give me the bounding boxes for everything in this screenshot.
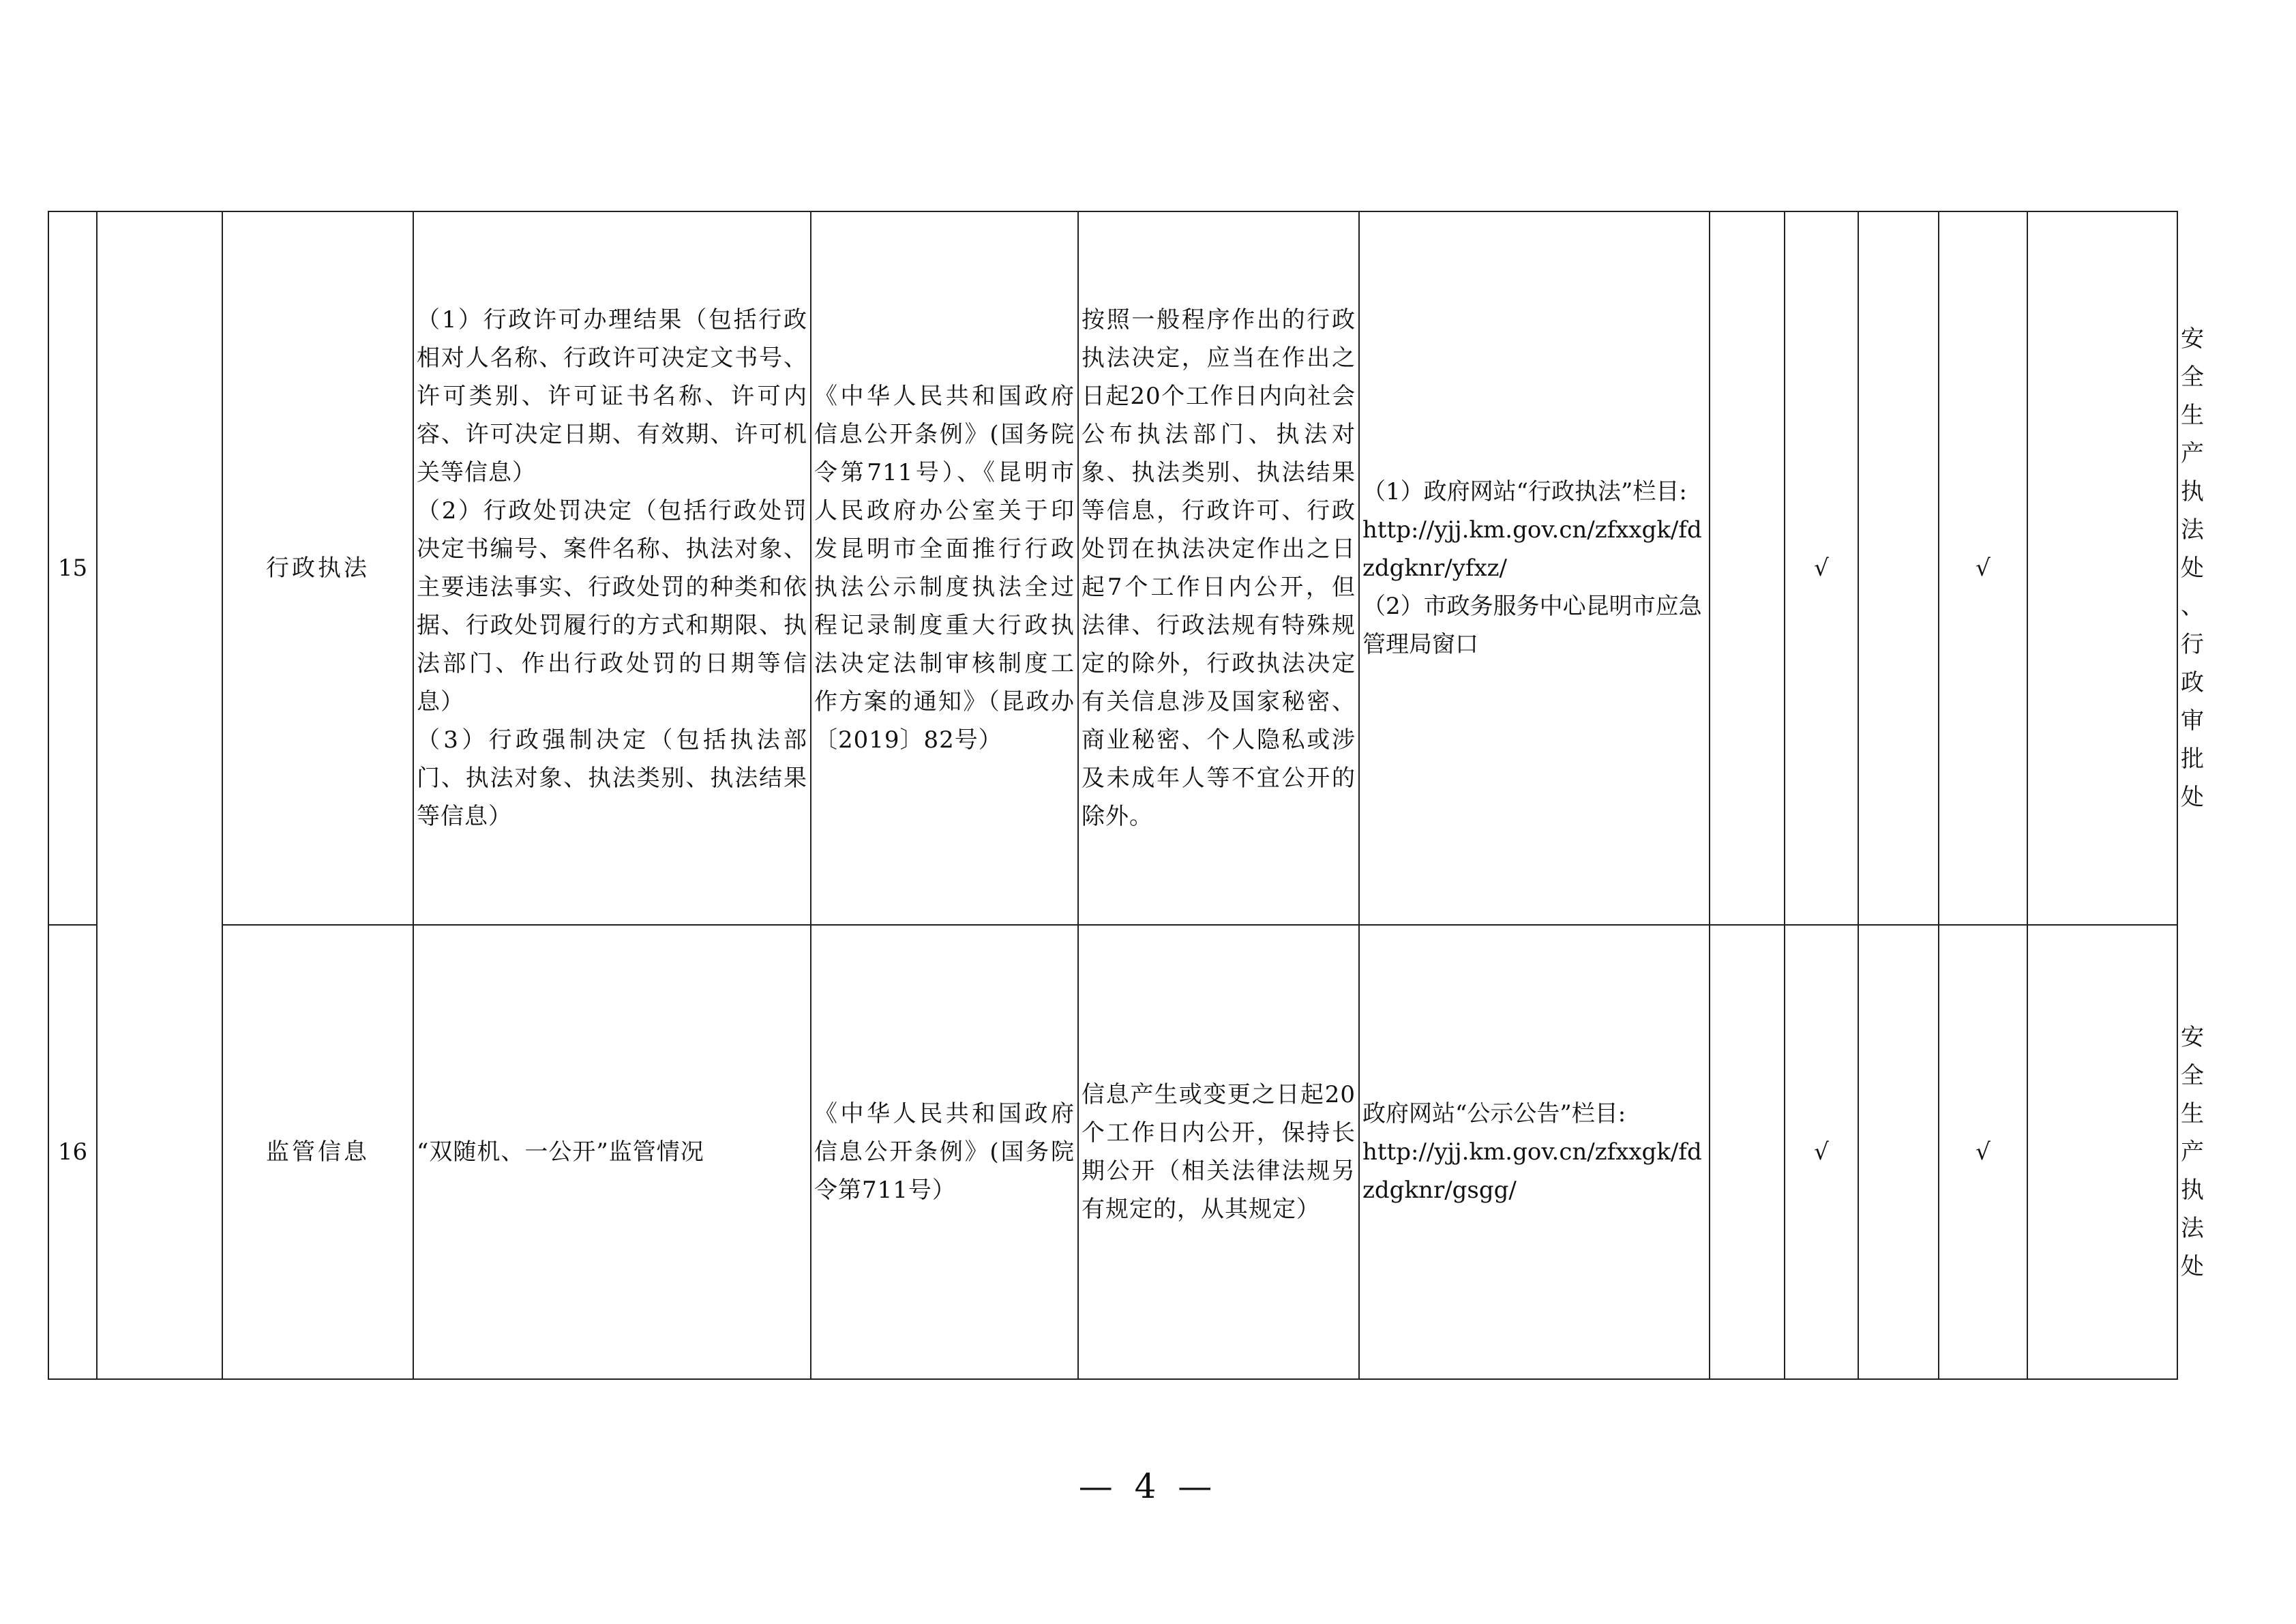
check-cell-a: [1710, 211, 1785, 925]
check-cell-c: [1858, 211, 1939, 925]
check-cell-e: [2027, 211, 2177, 925]
channel-cell: [1359, 211, 1710, 925]
content-cell: [413, 211, 811, 925]
content-item: （2）行政处罚决定（包括行政处罚决定书编号、案件名称、执法对象、主要违法事实、行政处罚的种类和依据、行政处罚履行的方式和期限、执法部门、作出行政处罚的日期等信息）: [417, 497, 807, 715]
period-cell: 按照一般程序作出的行政执法决定，应当在作出之日起20个工作日内向社会公布执法部门、执法对象、执法类别、执法结果等信息，行政许可、行政处罚在执法决定作出之日起7个工作日内公开，但法律、行政法规有特殊规定的除外，行政执法决定有关信息涉及国家秘密、商业秘密、个人隐私或涉及未成年人等不宜公开的除外。: [1078, 211, 1359, 925]
table-row: 15 行政执法 （1）行政许可办理结果（包括行政相对人名称、行政许可决定文书号、许可类别、许可证书名称、许可内容、许可决定日期、有效期、许可机关等信息） （2）行政处罚决定（包括行政处罚决定书编号、案件名称、执法对象、主要违法事实、行政处罚的种类和依据、行政处罚履行的方式和期限、执法部门、作出行政处罚的日期等信息） （3）行政强制决定（包括执法部门、执法对象、执法类别、执法结果等信息） 《中华人民共和国政府信息公开条例》(国务院令第711号）、《昆明市人民政府办公室关于印发昆明市全面推行行政执法公示制度执法全过程记录制度重大行政执法决定法制审核制度工作方案的通知》（昆政办〔2019〕82号） 按照一般程序作出的行政执法决定，应当在作出之日起20个工作日内向社会公布执法部门、执法对象、执法类别、执法结果等信息，行政许可、行政处罚在执法决定作出之日起7个工作日内公开，但法律、行政法规有特殊规定的除外，行政执法决定有关信息涉及国家秘密、商业秘密、个人隐私或涉及未成年人等不宜公开的除外。 （1）政府网站“行政执法”栏目: http://yjj.km.gov.cn/zfxxgk/fdzdgknr/yfxz/ （2）市政务服务中心昆明市应急管理局窗口 √ √ 安全生产执法处、行政审批处: [48, 211, 2177, 925]
check-cell-c: [1858, 925, 1939, 1379]
category-cell: 监管信息: [222, 925, 413, 1379]
basis-cell: 《中华人民共和国政府信息公开条例》(国务院令第711号）: [811, 925, 1078, 1379]
row-number: 15: [48, 211, 97, 925]
group-cell: [97, 211, 222, 1379]
page-number: — 4 —: [1078, 1466, 1218, 1506]
channel-item: （1）政府网站“行政执法”栏目:: [1362, 478, 1687, 505]
row-number: 16: [48, 925, 97, 1379]
disclosure-table: [48, 211, 2205, 1380]
channel-item: 政府网站“公示公告”栏目:: [1362, 1100, 1626, 1127]
table-row: 16 监管信息 “双随机、一公开”监管情况 《中华人民共和国政府信息公开条例》(国务院令第711号） 信息产生或变更之日起20个工作日内公开，保持长期公开（相关法律法规另有规定的，从其规定） 政府网站“公示公告”栏目: http://yjj.km.gov.cn/zfxxgk/fdzdgknr/gsgg/ √ √ 安全生产执法处: [48, 925, 2177, 1379]
check-cell-e: [2027, 925, 2177, 1379]
content-item: （3）行政强制决定（包括执法部门、执法对象、执法类别、执法结果等信息）: [417, 726, 807, 830]
basis-cell: 《中华人民共和国政府信息公开条例》(国务院令第711号）、《昆明市人民政府办公室关于印发昆明市全面推行行政执法公示制度执法全过程记录制度重大行政执法决定法制审核制度工作方案的通知》（昆政办〔2019〕82号）: [811, 211, 1078, 925]
content-item: （1）行政许可办理结果（包括行政相对人名称、行政许可决定文书号、许可类别、许可证书名称、许可内容、许可决定日期、有效期、许可机关等信息）: [417, 306, 807, 486]
channel-url: http://yjj.km.gov.cn/zfxxgk/fdzdgknr/yfxz/: [1362, 516, 1702, 582]
period-cell: 信息产生或变更之日起20个工作日内公开，保持长期公开（相关法律法规另有规定的，从其规定）: [1078, 925, 1359, 1379]
channel-cell: [1359, 925, 1710, 1379]
check-cell-b: √: [1785, 211, 1858, 925]
content-cell: [413, 925, 811, 1379]
category-cell: 行政执法: [222, 211, 413, 925]
channel-item: （2）市政务服务中心昆明市应急管理局窗口: [1362, 593, 1702, 658]
check-cell-d: √: [1939, 925, 2027, 1379]
check-cell-b: √: [1785, 925, 1858, 1379]
channel-url: http://yjj.km.gov.cn/zfxxgk/fdzdgknr/gsgg/: [1362, 1138, 1702, 1204]
content-item: “双随机、一公开”监管情况: [417, 1138, 704, 1166]
check-cell-d: √: [1939, 211, 2027, 925]
check-cell-a: [1710, 925, 1785, 1379]
